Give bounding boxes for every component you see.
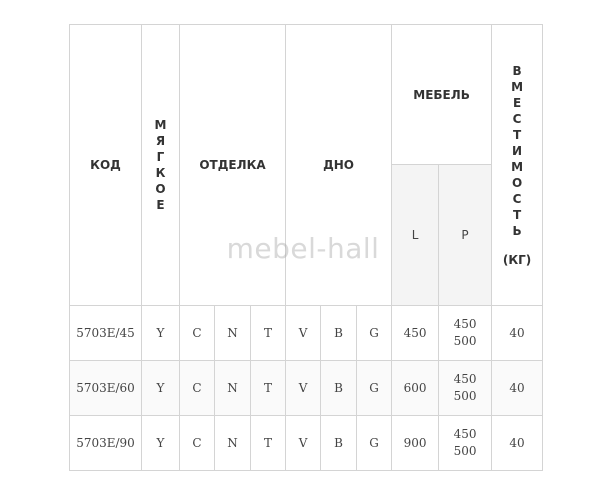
header-finish: ОТДЕЛКА <box>180 25 286 306</box>
cell-soft: Y <box>142 416 180 471</box>
cell-finish-t: T <box>251 306 286 361</box>
table-row <box>70 306 543 361</box>
cell-bottom-v: V <box>286 306 321 361</box>
cell-code: 5703E/60 <box>70 361 142 416</box>
cell-bottom-g: G <box>357 361 392 416</box>
header-bottom: ДНО <box>286 25 392 306</box>
table-row <box>70 416 543 471</box>
cell-finish-c: C <box>180 361 215 416</box>
cell-finish-t: T <box>251 416 286 471</box>
cell-finish-n: N <box>215 306 251 361</box>
cell-bottom-v: V <box>286 361 321 416</box>
cell-capacity: 40 <box>492 416 543 471</box>
cell-finish-c: C <box>180 306 215 361</box>
cell-bottom-b: B <box>321 416 357 471</box>
watermark: mebel-hall <box>226 232 380 265</box>
cell-code: 5703E/45 <box>70 306 142 361</box>
cell-furniture-l: 600 <box>392 361 439 416</box>
cell-finish-c: C <box>180 416 215 471</box>
header-code: КОД <box>70 25 142 306</box>
cell-capacity: 40 <box>492 361 543 416</box>
cell-finish-n: N <box>215 361 251 416</box>
cell-furniture-p: 450 500 <box>439 416 492 471</box>
cell-soft: Y <box>142 306 180 361</box>
cell-furniture-l: 450 <box>392 306 439 361</box>
cell-finish-t: T <box>251 361 286 416</box>
cell-furniture-l: 900 <box>392 416 439 471</box>
header-furniture-p: P <box>439 165 492 306</box>
cell-bottom-b: B <box>321 361 357 416</box>
table-row <box>70 361 543 416</box>
header-furniture: МЕБЕЛЬ <box>392 25 492 165</box>
cell-bottom-v: V <box>286 416 321 471</box>
cell-soft: Y <box>142 361 180 416</box>
cell-bottom-g: G <box>357 416 392 471</box>
cell-bottom-b: B <box>321 306 357 361</box>
header-soft: МЯГКОЕ <box>142 25 180 306</box>
header-capacity: ВМЕСТИМОСТЬ (КГ) <box>492 25 543 306</box>
cell-code: 5703E/90 <box>70 416 142 471</box>
cell-capacity: 40 <box>492 306 543 361</box>
spec-table <box>69 24 543 471</box>
capacity-unit: (КГ) <box>502 253 532 267</box>
cell-furniture-p: 450 500 <box>439 306 492 361</box>
cell-bottom-g: G <box>357 306 392 361</box>
cell-furniture-p: 450 500 <box>439 361 492 416</box>
cell-finish-n: N <box>215 416 251 471</box>
header-furniture-l: L <box>392 165 439 306</box>
